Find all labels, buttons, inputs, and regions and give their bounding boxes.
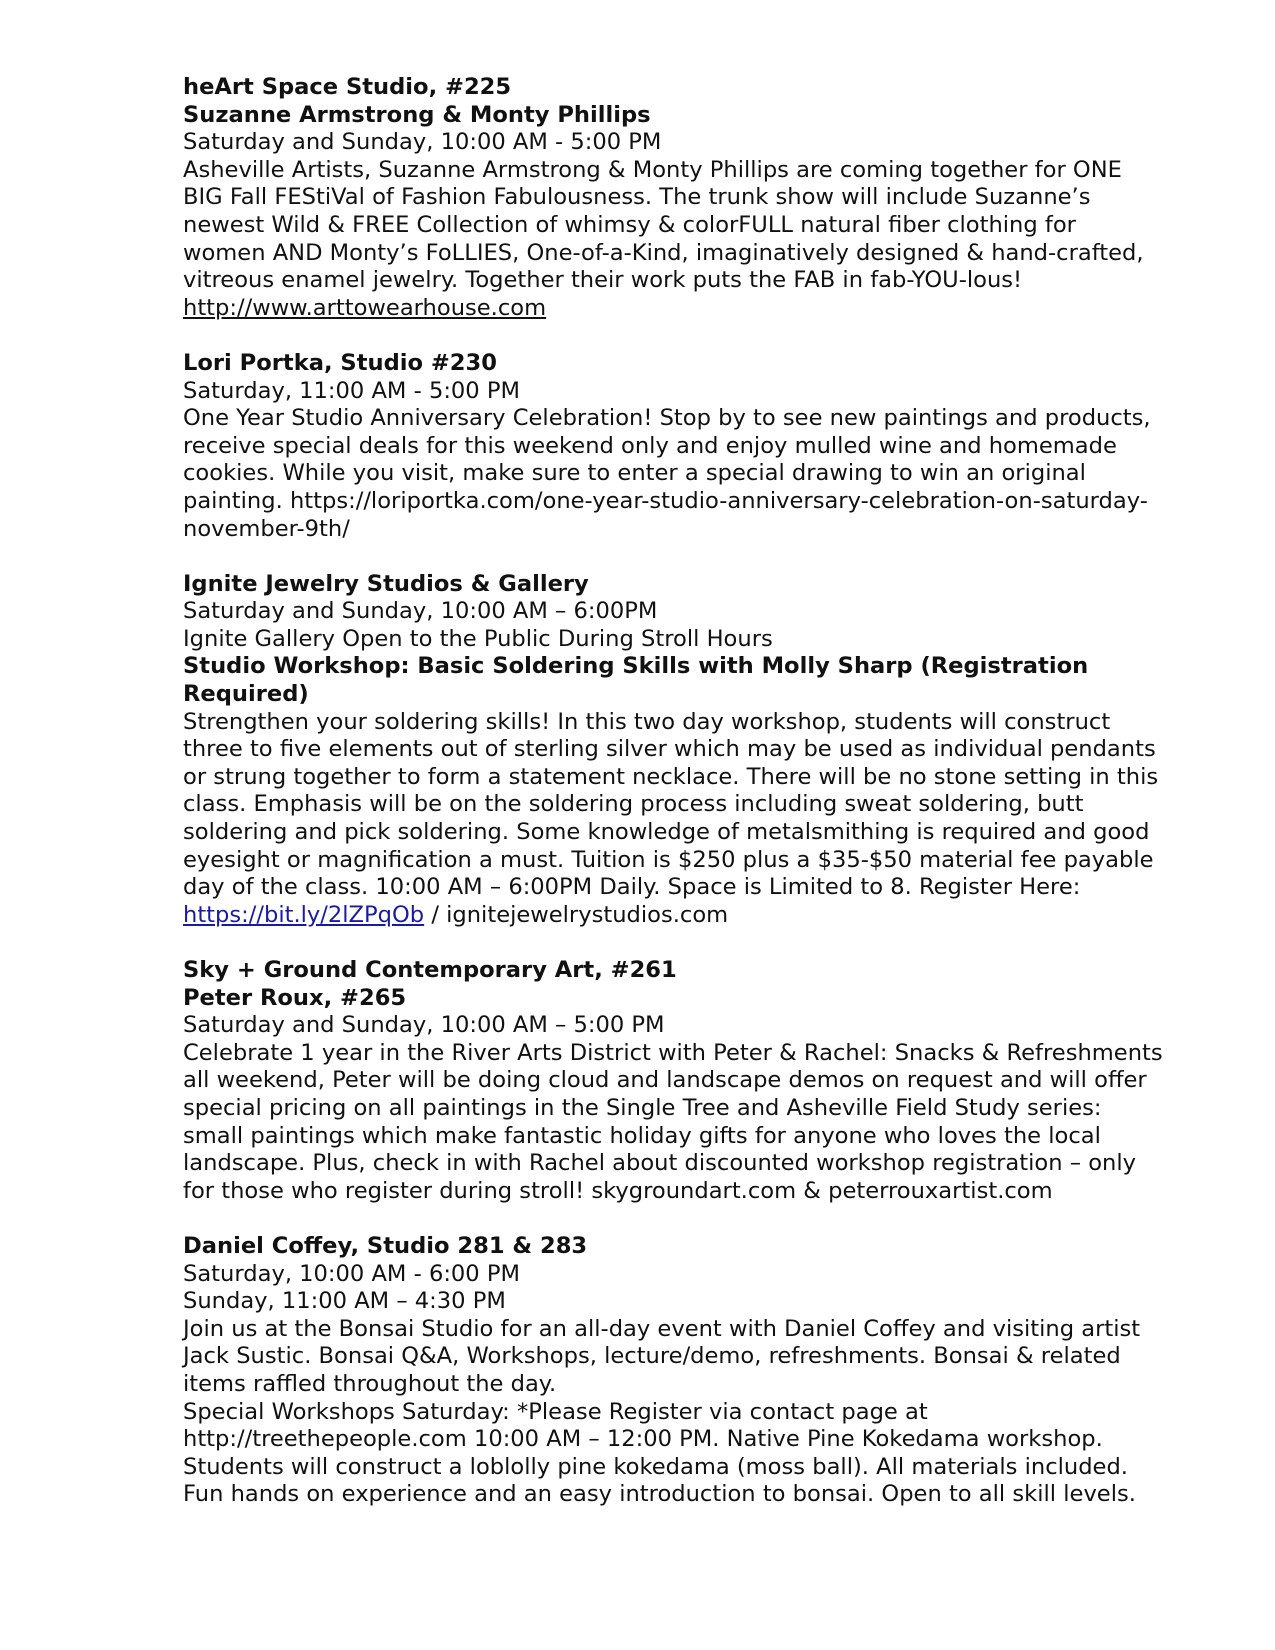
- entry-description: [183, 709, 1163, 930]
- entry-heading: Suzanne Armstrong & Monty Phillips: [183, 101, 651, 128]
- entry-hours: Saturday and Sunday, 10:00 AM - 5:00 PM: [183, 129, 662, 156]
- register-link[interactable]: https://bit.ly/2lZPqOb: [183, 901, 425, 928]
- entry-hours: Saturday and Sunday, 10:00 AM – 6:00PM: [183, 598, 658, 625]
- event-entry-ignite-jewelry: [183, 571, 1163, 930]
- entry-workshop-details: Special Workshops Saturday: *Please Register via contact page at http://treethepeople.com 10:00 AM – 12:00 PM. Native Pine Kokedama workshop. Students will construct a loblolly pine kokedama (moss ball). All materials included. Fun hands on experience and an easy introduction to bonsai. Open to all skill levels.: [183, 1398, 1136, 1508]
- entry-description: Join us at the Bonsai Studio for an all-day event with Daniel Coffey and visiting artist Jack Sustic. Bonsai Q&A, Workshops, lecture/demo, refreshments. Bonsai & related items raffled throughout the day.: [183, 1315, 1141, 1397]
- entry-hours: Ignite Gallery Open to the Public During Stroll Hours: [183, 625, 773, 652]
- workshop-heading: Studio Workshop: Basic Soldering Skills with Molly Sharp (Registration Required): [183, 653, 1089, 708]
- entry-heading: Lori Portka, Studio #230: [183, 349, 497, 376]
- description-text: Asheville Artists, Suzanne Armstrong & Monty Phillips are coming together for ONE BIG Fall FEStiVal of Fashion Fabulousness. The trunk show will include Suzanne’s newest Wild & FREE Collection of whimsy & colorFULL natural fiber clothing for women AND Monty’s FoLLIES, One-of-a-Kind, imaginatively designed & hand-crafted, vitreous enamel jewelry. Together their work puts the FAB in fab-YOU-lous!: [183, 156, 1144, 294]
- website-text: / ignitejewelrystudios.com: [424, 901, 729, 928]
- description-text: Strengthen your soldering skills! In this two day workshop, students will construct three to five elements out of sterling silver which may be used as individual pendants or strung together to form a statement necklace. There will be no stone setting in this class. Emphasis will be on the soldering process including sweat soldering, butt soldering and pick soldering. Some knowledge of metalsmithing is required and good eyesight or magnification a must. Tuition is $250 plus a $35-$50 material fee payable day of the class. 10:00 AM – 6:00PM Daily. Space is Limited to 8. Register Here:: [183, 708, 1159, 901]
- entry-hours: Sunday, 11:00 AM – 4:30 PM: [183, 1288, 506, 1315]
- entry-description: Celebrate 1 year in the River Arts District with Peter & Rachel: Snacks & Refreshments all weekend, Peter will be doing cloud and landscape demos on request and will offer special pricing on all paintings in the Single Tree and Asheville Field Study series: small paintings which make fantastic holiday gifts for anyone who loves the local landscape. Plus, check in with Rachel about discounted workshop registration – only for those who register during stroll! skygroundart.com & peterrouxartist.com: [183, 1039, 1163, 1204]
- event-entry-sky-ground: [183, 957, 1163, 1205]
- event-entry-lori-portka: [183, 350, 1163, 543]
- website-link[interactable]: http://www.arttowearhouse.com: [183, 294, 547, 321]
- entry-heading: Sky + Ground Contemporary Art, #261: [183, 957, 677, 983]
- event-entry-daniel-coffey: [183, 1233, 1163, 1509]
- entry-heading: heArt Space Studio, #225: [183, 74, 512, 100]
- entry-hours: Saturday, 11:00 AM - 5:00 PM: [183, 377, 520, 404]
- entry-hours: Saturday and Sunday, 10:00 AM – 5:00 PM: [183, 1012, 665, 1039]
- entry-description: [183, 157, 1163, 323]
- document-page: [183, 74, 1163, 1536]
- entry-hours: Saturday, 10:00 AM - 6:00 PM: [183, 1260, 520, 1287]
- entry-heading: Daniel Coffey, Studio 281 & 283: [183, 1232, 588, 1259]
- entry-description: One Year Studio Anniversary Celebration! Stop by to see new paintings and products, receive special deals for this weekend only and enjoy mulled wine and homemade cookies. While you visit, make sure to enter a special drawing to win an original painting. https://loriportka.com/one-year-studio-anniversary-celebration-on-saturday-november-9th/: [183, 405, 1151, 542]
- entry-heading: Peter Roux, #265: [183, 984, 407, 1011]
- entry-heading: Ignite Jewelry Studios & Gallery: [183, 570, 589, 597]
- event-entry-heart-space: [183, 74, 1163, 322]
